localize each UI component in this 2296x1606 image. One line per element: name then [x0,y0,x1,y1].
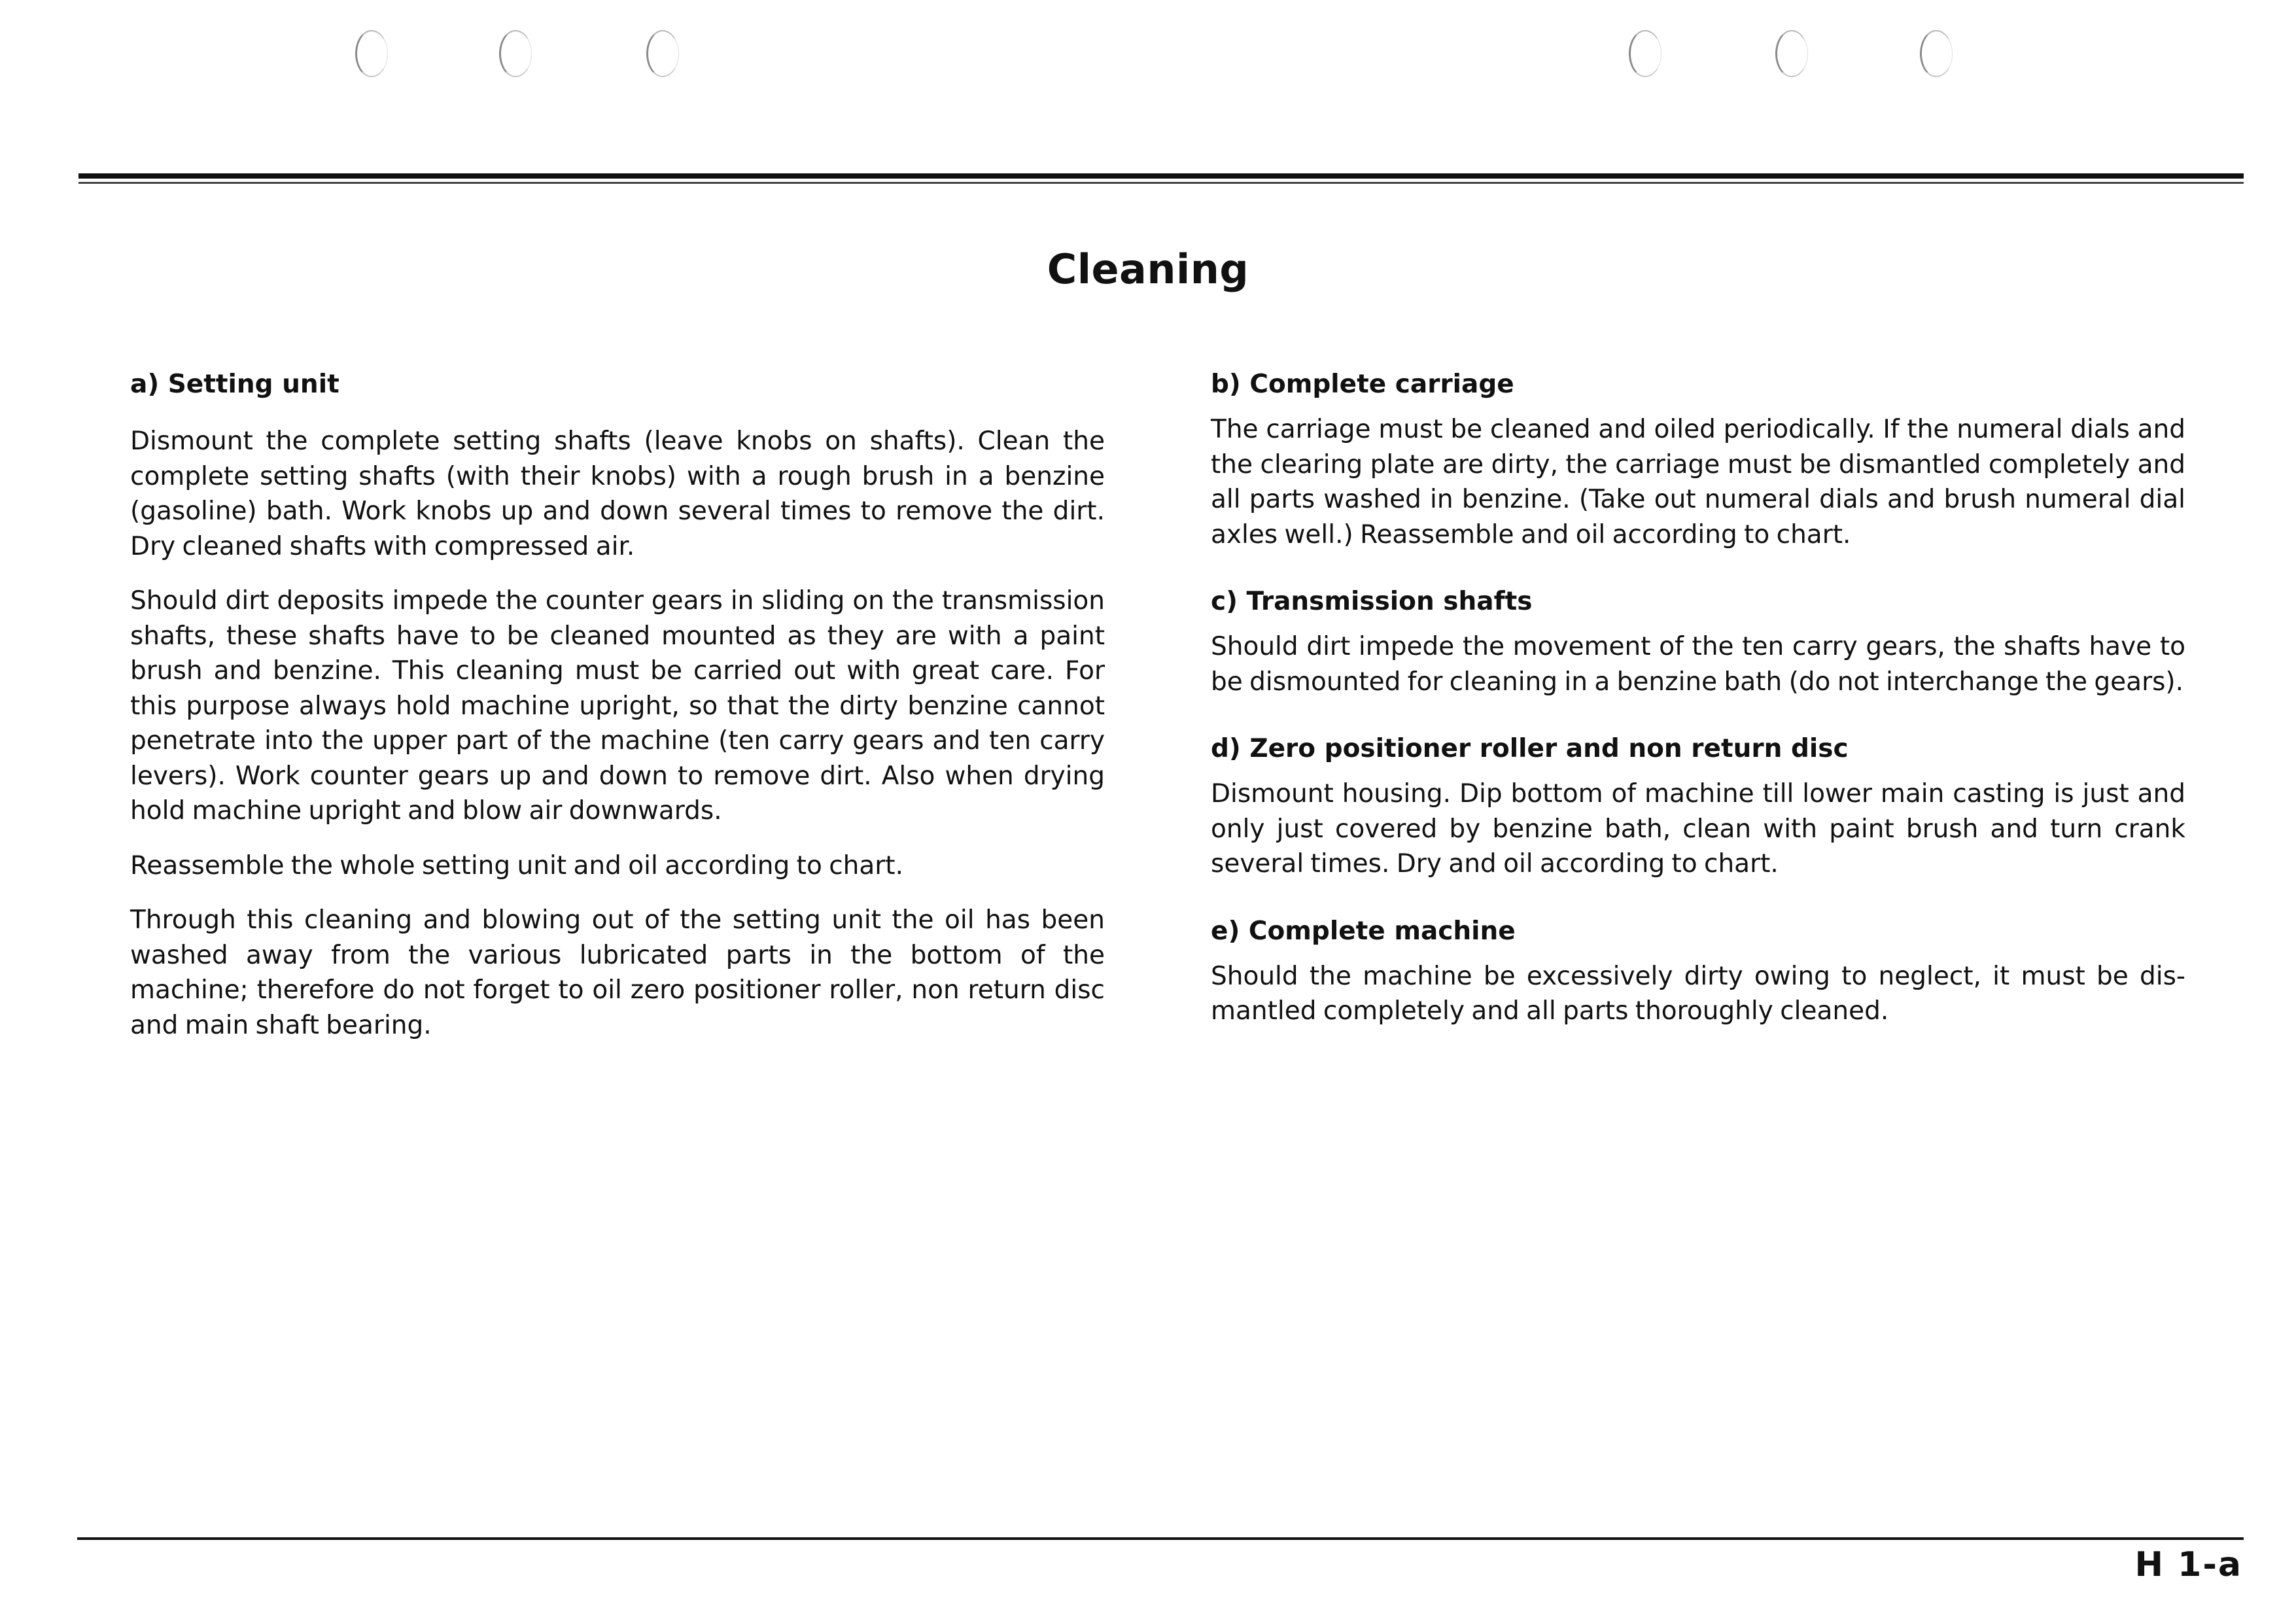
left-column [130,365,1105,1062]
section-heading-setting-unit: a) Setting unit [130,370,339,399]
punch-hole [1775,30,1808,77]
page-title: Cleaning [1047,245,1249,293]
punch-hole [1920,30,1953,77]
page-number: H 1-a [2134,1545,2242,1584]
punch-hole [1629,30,1661,77]
top-rule-thin [78,182,2244,184]
paragraph: The carriage must be cleaned and oiled periodically. If the numeral dials and the clearing plate are dirty, the carriage must be dismantled completely and all parts washed in benzine. (Take out numeral dials and brush numeral dial axles well.) Reassemble and oil according to chart. [1211,415,2185,550]
section-heading-transmission-shafts: c) Transmission shafts [1211,587,1533,616]
paragraph: Dismount the complete setting shafts (leave knobs on shafts). Clean the complete setting shafts (with their knobs) with a rough brush in a benzine (gasoline) bath. Work knobs up and down several times to remove the dirt. Dry cleaned shafts with compressed air. [130,427,1105,561]
bottom-rule [77,1537,2244,1540]
section-heading-complete-machine: e) Complete machine [1211,916,1516,946]
paragraph: Reassemble the whole setting unit and oil according to chart. [130,850,903,881]
paragraph: Should dirt impede the movement of the ten carry gears, the shafts have to be dismounted for cleaning in a benzine bath (do not interchange the gears). [1211,632,2185,697]
section-heading-complete-carriage: b) Complete carriage [1211,370,1514,399]
paragraph: Dismount housing. Dip bottom of machine till lower main casting is just and only just covered by benzine bath, clean with paint brush and turn crank several times. Dry and oil according to chart. [1211,779,2185,879]
paragraph: Should dirt deposits impede the counter gears in sliding on the transmission shafts, these shafts have to be cleaned mounted as they are with a paint brush and benzine. This cleaning must be carried out with great care. For this purpose always hold machine upright, so that the dirty benzine cannot penetrate into the upper part of the machine (ten carry gears and ten carry levers). Work counter gears up and down to remove dirt. Also when drying hold machine upright and blow air downwards. [130,586,1105,826]
paragraph: Should the machine be excessively dirty owing to neglect, it must be dismantled completely and all parts thoroughly cleaned. [1211,961,2185,1026]
punch-hole [355,30,388,77]
right-column [1211,365,2185,1059]
top-rule [78,173,2244,179]
section-heading-zero-positioner: d) Zero positioner roller and non return disc [1211,734,1849,763]
paragraph: Through this cleaning and blowing out of the setting unit the oil has been washed away from the various lubricated parts in the bottom of the machine; therefore do not forget to oil zero positioner roller, non return disc and main shaft bearing. [130,905,1105,1040]
punch-hole [646,30,679,77]
punch-hole [499,30,532,77]
